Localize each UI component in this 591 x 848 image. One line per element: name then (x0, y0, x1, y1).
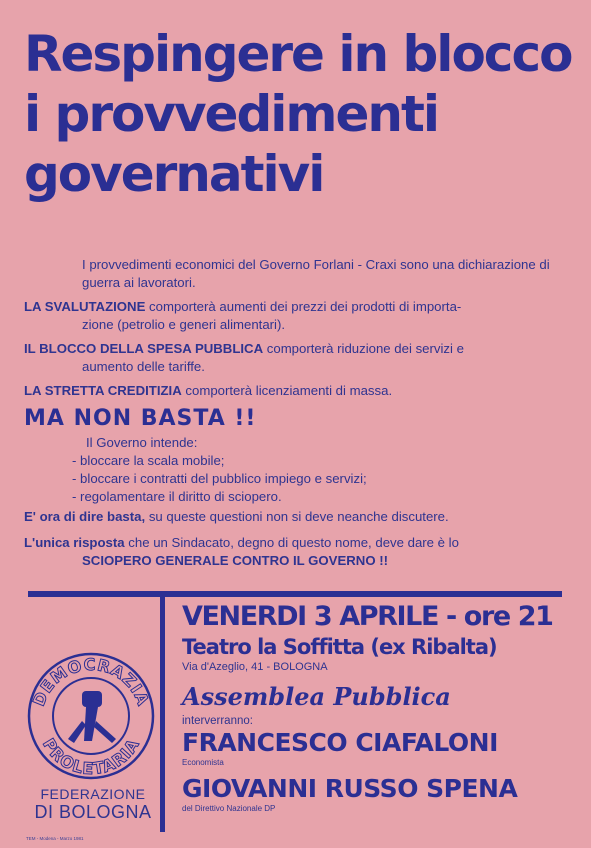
event-date: VENERDI 3 APRILE - ore 21 (182, 601, 553, 632)
speakers-intro: interverranno: (182, 715, 253, 727)
event-type: Assemblea Pubblica (182, 682, 451, 711)
speaker-role: del Direttivo Nazionale DP (182, 804, 276, 813)
point-continuation: zione (petrolio e generi alimentari). (82, 317, 286, 332)
intro-paragraph: I provvedimenti economici del Governo Forlani - Craxi sono una dichiarazione di guerra ai lavoratori. (82, 257, 550, 290)
point-continuation: aumento delle tariffe. (82, 359, 205, 374)
point-lead: IL BLOCCO DELLA SPESA PUBBLICA (24, 341, 264, 356)
body-text (24, 256, 572, 406)
closing-line-2 (24, 534, 572, 552)
point-spending-freeze (24, 340, 572, 376)
plan-item: - bloccare la scala mobile; (72, 453, 225, 468)
event-details (182, 600, 572, 820)
event-venue: Teatro la Soffitta (ex Ribalta) (182, 635, 497, 659)
vertical-divider (160, 597, 165, 832)
event-address: Via d'Azeglio, 41 - BOLOGNA (182, 661, 328, 673)
speaker-name: FRANCESCO CIAFALONI (182, 728, 498, 757)
point-text: comporterà licenziamenti di massa. (185, 383, 393, 398)
closing-lead: L'unica risposta (24, 535, 125, 550)
closing-line-1 (24, 508, 572, 526)
closing-lead: E' ora di dire basta, (24, 509, 146, 524)
ma-non-basta-heading: MA NON BASTA !! (24, 406, 257, 431)
federation-line-2: DI BOLOGNA (34, 802, 152, 822)
point-credit-squeeze (24, 382, 572, 400)
point-lead: LA STRETTA CREDITIZIA (24, 383, 182, 398)
point-devaluation (24, 298, 572, 334)
closing-rest: su queste questioni non si deve neanche discutere. (148, 509, 449, 524)
headline-line-2: i provvedimenti (24, 85, 439, 143)
government-plans (72, 434, 367, 506)
printer-note: TEM - Modena - Marzo 1981 (26, 836, 84, 841)
plan-item: - bloccare i contratti del pubblico impiego e servizi; (72, 471, 367, 486)
headline (24, 24, 574, 204)
general-strike-call: SCIOPERO GENERALE CONTRO IL GOVERNO !! (82, 553, 389, 568)
government-intends: Il Governo intende: (86, 435, 198, 450)
headline-line-3: governativi (24, 145, 324, 203)
plan-item: - regolamentare il diritto di sciopero. (72, 489, 282, 504)
horizontal-divider (28, 591, 562, 597)
speaker-name: GIOVANNI RUSSO SPENA (182, 774, 518, 803)
federation-label (26, 786, 160, 823)
federation-line-1: FEDERAZIONE (40, 786, 146, 802)
svg-text:PROLETARIA (39, 735, 143, 778)
point-lead: LA SVALUTAZIONE (24, 299, 146, 314)
point-text: comporterà aumenti dei prezzi dei prodotti di importa- (149, 299, 462, 314)
closing-rest: che un Sindacato, degno di questo nome, deve dare è lo (128, 535, 459, 550)
logo-top-text: DEMOCRAZIA (29, 654, 153, 709)
speaker-role: Economista (182, 758, 224, 767)
logo-bottom-text: PROLETARIA (38, 735, 144, 779)
raised-fist-icon (68, 691, 116, 743)
headline-line-1: Respingere in blocco (24, 25, 572, 83)
closing-text (24, 508, 572, 570)
democrazia-proletaria-logo (26, 651, 156, 781)
point-text: comporterà riduzione dei servizi e (266, 341, 464, 356)
